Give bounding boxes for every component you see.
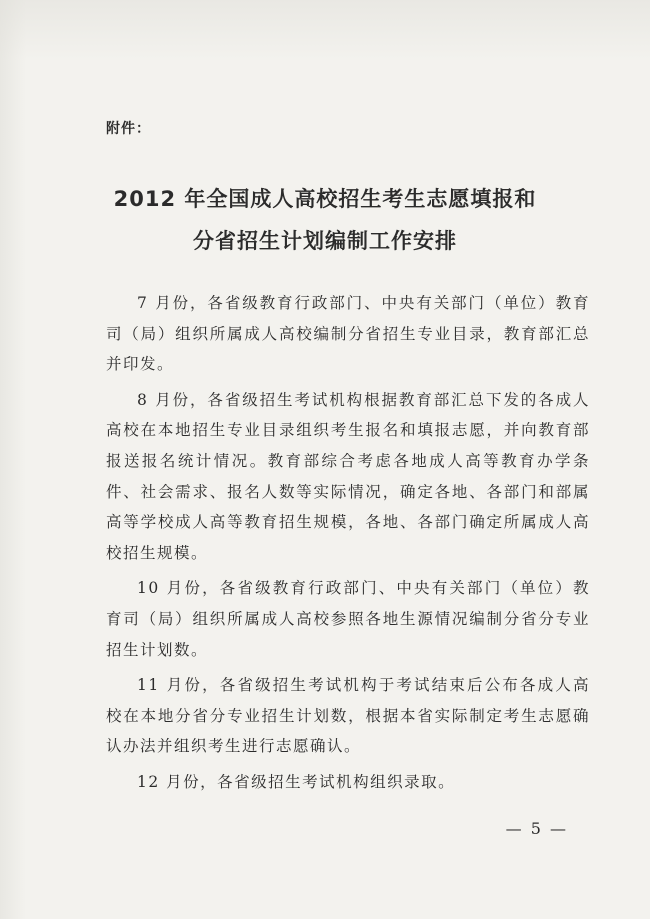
paragraph-july: 7 月份，各省级教育行政部门、中央有关部门（单位）教育司（局）组织所属成人高校编制分省招生专业目录，教育部汇总并印发。 bbox=[106, 294, 590, 374]
paragraph-october: 10 月份，各省级教育行政部门、中央有关部门（单位）教育司（局）组织所属成人高校参照各地生源情况编制分省分专业招生计划数。 bbox=[106, 579, 590, 659]
attachment-label: 附件： bbox=[106, 121, 151, 137]
document-title-line-1: 2012 年全国成人高校招生考生志愿填报和 bbox=[113, 187, 537, 211]
paragraph-december: 12 月份，各省级招生考试机构组织录取。 bbox=[137, 772, 456, 791]
page-number: — 5 — bbox=[505, 819, 568, 838]
document-body bbox=[106, 288, 590, 803]
document-title-line-2: 分省招生计划编制工作安排 bbox=[193, 229, 457, 253]
paragraph-august: 8 月份，各省级招生考试机构根据教育部汇总下发的各成人高校在本地招生专业目录组织考生报名和填报志愿，并向教育部报送报名统计情况。教育部综合考虑各地成人高等教育办学条件、社会需求、报名人数等实际情况，确定各地、各部门和部属高等学校成人高等教育招生规模，各地、各部门确定所属成人高校招生规模。 bbox=[106, 390, 590, 562]
scan-edge bbox=[0, 0, 26, 919]
scan-shadow bbox=[0, 0, 650, 60]
paragraph-november: 11 月份，各省级招生考试机构于考试结束后公布各成人高校在本地分省分专业招生计划数，根据本省实际制定考生志愿确认办法并组织考生进行志愿确认。 bbox=[106, 676, 590, 756]
